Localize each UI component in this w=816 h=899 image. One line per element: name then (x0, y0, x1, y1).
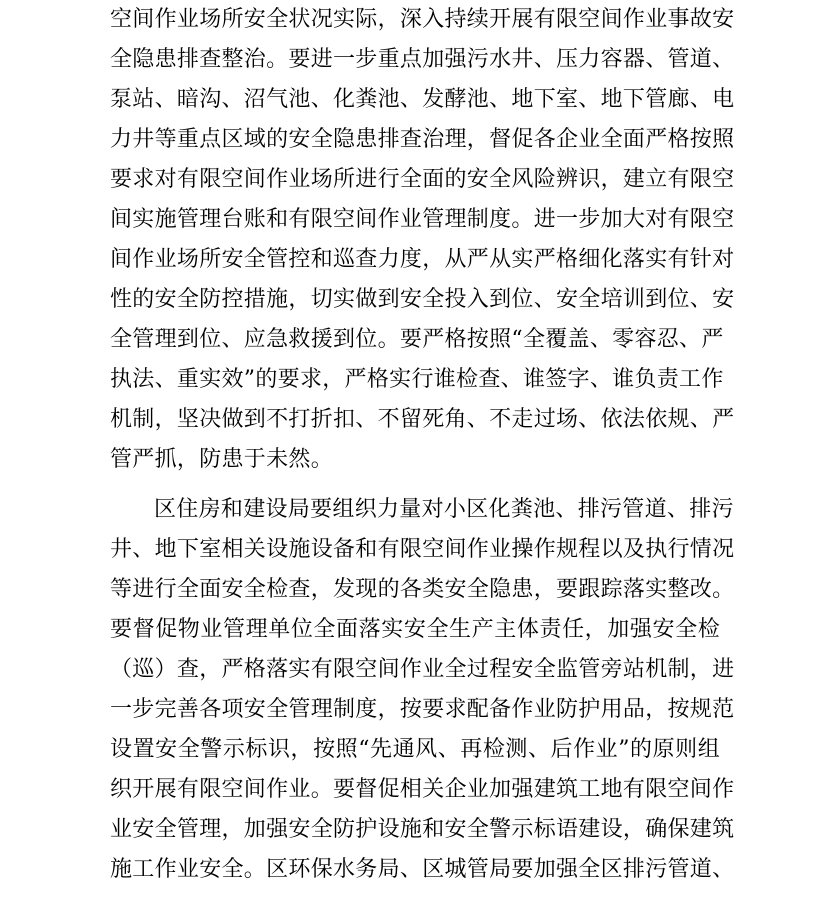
text-line: 泵站、暗沟、沼气池、化粪池、发酵池、地下室、地下管廊、电 (110, 87, 735, 112)
text-line: 一步完善各项安全管理制度，按要求配备作业防护用品，按规范 (110, 697, 735, 722)
text-line: 力井等重点区域的安全隐患排查治理，督促各企业全面严格按照 (110, 127, 735, 152)
text-line: 业安全管理，加强安全防护设施和安全警示标语建设，确保建筑 (110, 817, 735, 842)
text-line: （巡）查，严格落实有限空间作业全过程安全监管旁站机制，进 (110, 657, 735, 682)
text-line: 区住房和建设局要组织力量对小区化粪池、排污管道、排污 (154, 497, 734, 522)
text-line: 全管理到位、应急救援到位。要严格按照“全覆盖、零容忍、严 (110, 327, 724, 352)
text-line: 要求对有限空间作业场所进行全面的安全风险辨识，建立有限空 (110, 167, 735, 192)
text-line: 织开展有限空间作业。要督促相关企业加强建筑工地有限空间作 (110, 777, 735, 802)
text-line: 空间作业场所安全状况实际，深入持续开展有限空间作业事故安 (110, 7, 735, 32)
text-line: 执法、重实效”的要求，严格实行谁检查、谁签字、谁负责工作 (110, 367, 724, 392)
text-line: 机制，坚决做到不打折扣、不留死角、不走过场、依法依规、严 (110, 407, 735, 432)
text-line: 性的安全防控措施，切实做到安全投入到位、安全培训到位、安 (110, 287, 735, 312)
text-line: 施工作业安全。区环保水务局、区城管局要加强全区排污管道、 (110, 857, 735, 882)
text-line: 井、地下室相关设施设备和有限空间作业操作规程以及执行情况 (110, 537, 735, 562)
text-line: 要督促物业管理单位全面落实安全生产主体责任，加强安全检 (110, 617, 720, 642)
text-line: 间作业场所安全管控和巡查力度，从严从实严格细化落实有针对 (110, 247, 735, 272)
text-line: 等进行全面安全检查，发现的各类安全隐患，要跟踪落实整改。 (110, 577, 735, 602)
text-line: 间实施管理台账和有限空间作业管理制度。进一步加大对有限空 (110, 207, 735, 232)
text-line: 管严抓，防患于未然。 (110, 447, 334, 472)
text-line: 全隐患排查整治。要进一步重点加强污水井、压力容器、管道、 (110, 47, 735, 72)
text-line: 设置安全警示标识，按照“先通风、再检测、后作业”的原则组 (110, 737, 720, 762)
